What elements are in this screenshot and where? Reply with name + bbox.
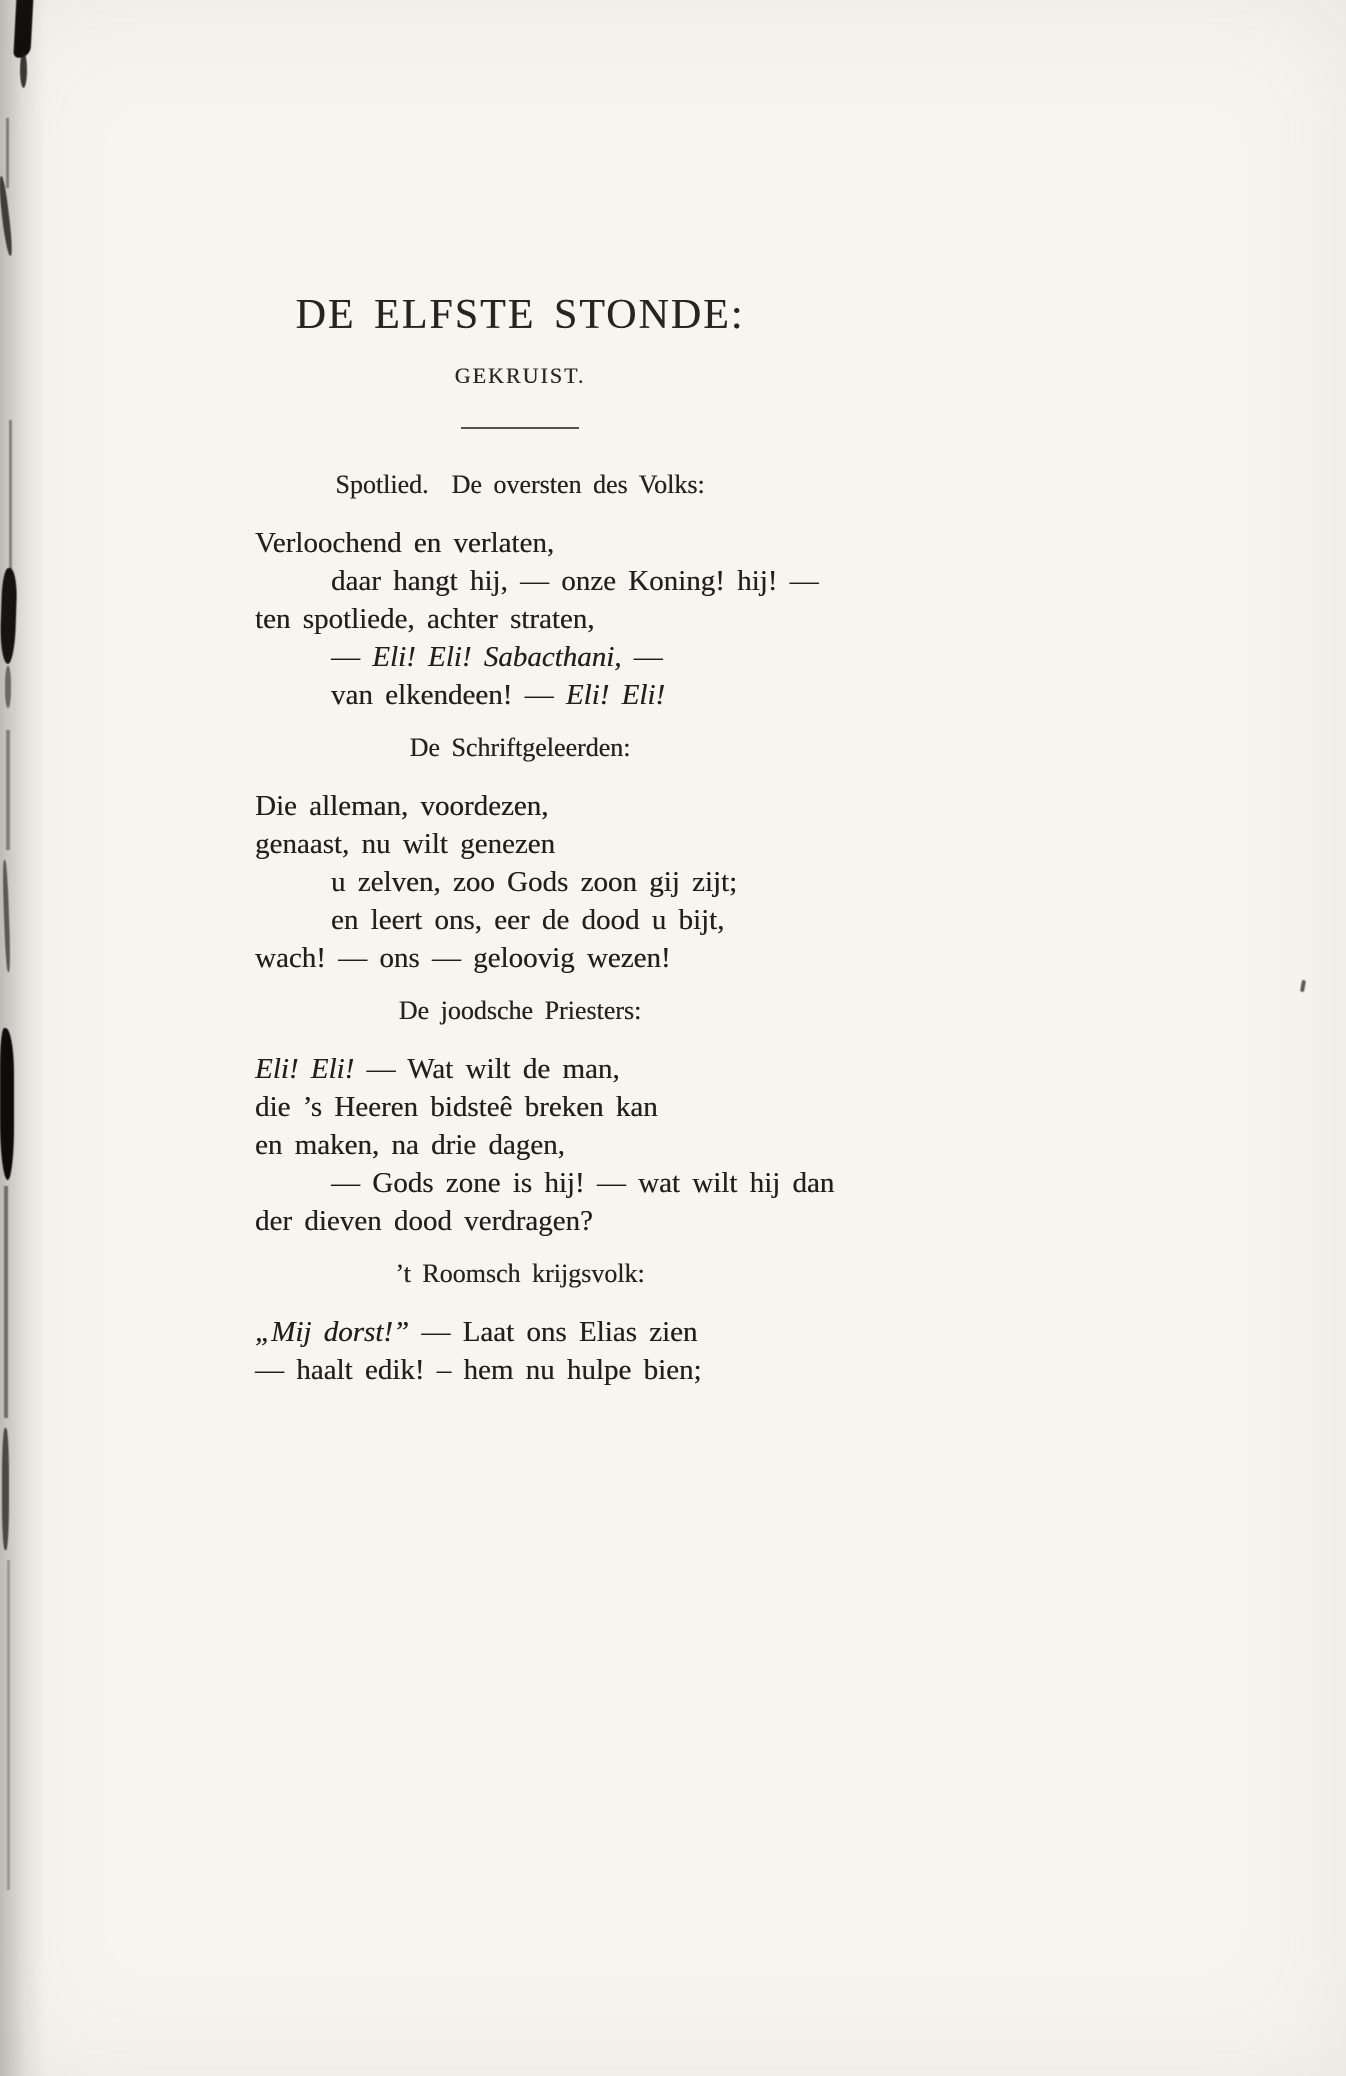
stanza <box>255 787 785 977</box>
poem-segment-italic: „Mij dorst!” <box>255 1316 410 1348</box>
poem-segment: die ’s Heeren bidsteê breken kan <box>255 1091 658 1123</box>
poem-segment: daar hangt hij, — onze Koning! hij! — <box>331 565 819 597</box>
poem-line <box>255 939 785 977</box>
poem-line <box>255 1202 785 1240</box>
poem-segment: en maken, na drie dagen, <box>255 1129 565 1161</box>
ink-mark <box>9 420 12 570</box>
ink-mark <box>20 52 27 88</box>
ink-mark <box>7 1560 10 1890</box>
poem-segment-italic: Eli! Eli! <box>255 1053 355 1085</box>
poem-segment: ten spotliede, achter straten, <box>255 603 595 635</box>
stanza <box>255 524 819 714</box>
section-heading: De joodsche Priesters: <box>398 996 642 1025</box>
poem-line <box>255 524 785 562</box>
poem-line <box>255 638 785 676</box>
poem-line <box>255 1126 785 1164</box>
poem-segment: wach! — ons — geloovig wezen! <box>255 942 671 974</box>
ink-mark <box>13 0 33 58</box>
poem-segment: der dieven dood verdragen? <box>255 1205 593 1237</box>
poem-segment: Verloochend en verlaten, <box>255 527 555 559</box>
page-content <box>255 0 835 1389</box>
poem-segment: — haalt edik! – hem nu hulpe bien; <box>255 1354 702 1386</box>
poem-segment: van elkendeen! — <box>331 679 566 711</box>
ink-speck <box>1300 980 1306 993</box>
poem-segment: u zelven, zoo Gods zoon gij zijt; <box>331 866 738 898</box>
poem-line <box>255 787 785 825</box>
poem-line <box>255 1088 785 1126</box>
poem-segment-italic: Eli! Eli! Sabacthani, <box>372 641 622 673</box>
ink-mark <box>6 118 9 188</box>
ink-mark <box>4 1186 8 1418</box>
poem-segment: Die alleman, voordezen, <box>255 790 549 822</box>
poem-line <box>255 600 785 638</box>
poem-line <box>255 562 819 600</box>
poem-segment: — Wat wilt de man, <box>354 1053 620 1085</box>
ink-mark <box>0 1028 14 1180</box>
ink-mark <box>0 568 18 664</box>
ink-mark <box>2 1428 9 1550</box>
poem-segment: — <box>331 641 373 673</box>
poem-segment-italic: Eli! Eli! <box>565 679 666 711</box>
section-heading: ’t Roomsch krijgsvolk: <box>395 1259 645 1288</box>
poem-line <box>255 1164 835 1202</box>
poem-line <box>255 901 785 939</box>
poem-line <box>255 825 785 863</box>
poem-line <box>255 676 785 714</box>
divider-rule <box>461 427 579 429</box>
section-heading: De Schriftgeleerden: <box>409 733 631 762</box>
poem-segment: genaast, nu wilt genezen <box>255 828 556 860</box>
ink-mark <box>5 666 11 708</box>
poem-segment: en leert ons, eer de dood u bijt, <box>331 904 725 936</box>
poem-line <box>255 863 785 901</box>
poem-line <box>255 1313 785 1351</box>
stanza <box>255 1050 835 1240</box>
page-subtitle: GEKRUIST. <box>454 363 586 388</box>
poem-segment: — Gods zone is hij! — wat wilt hij dan <box>331 1167 835 1199</box>
section-heading: Spotlied. De oversten des Volks: <box>335 470 705 499</box>
ink-mark <box>6 730 10 850</box>
ink-mark <box>2 860 11 972</box>
poem-sections <box>255 470 835 1389</box>
poem-segment: — Laat ons Elias zien <box>409 1316 698 1348</box>
binding-edge-artifacts <box>0 0 42 2076</box>
poem-line <box>255 1351 785 1389</box>
page-title: DE ELFSTE STONDE: <box>295 292 745 338</box>
poem-line <box>255 1050 785 1088</box>
stanza <box>255 1313 785 1389</box>
poem-segment: — <box>621 641 663 673</box>
